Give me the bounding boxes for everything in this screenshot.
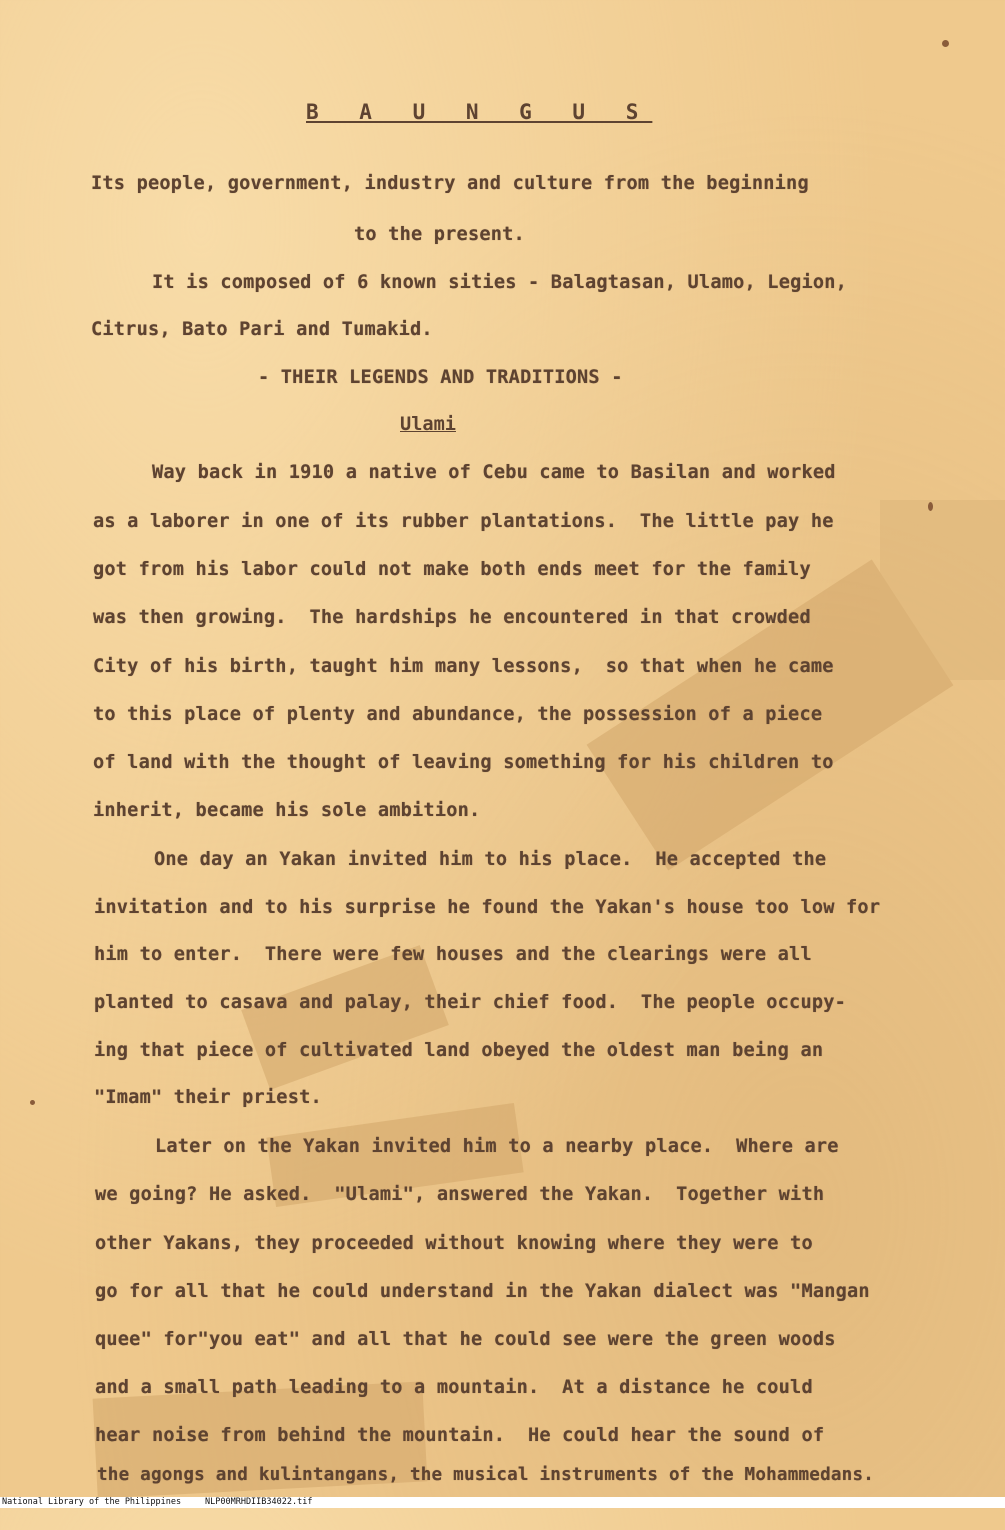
document-title: B A U N G U S [306,100,653,124]
body-line: "Imam" their priest. [94,1087,322,1108]
body-line: got from his labor could not make both ends meet for the family [93,559,811,580]
body-line: One day an Yakan invited him to his place. He accepted the [154,849,827,870]
section-heading: - THEIR LEGENDS AND TRADITIONS - [258,367,623,388]
body-line: go for all that he could understand in the Yakan dialect was "Mangan [95,1281,870,1302]
body-line: was then growing. The hardships he encountered in that crowded [93,607,811,628]
body-line: to this place of plenty and abundance, the possession of a piece [93,704,823,725]
body-line: inherit, became his sole ambition. [93,800,481,821]
body-line: the agongs and kulintangans, the musical instruments of the Mohammedans. [97,1465,875,1485]
subtitle-line: to the present. [354,224,525,245]
intro-line: Citrus, Bato Pari and Tumakid. [91,319,433,340]
body-line: hear noise from behind the mountain. He could hear the sound of [95,1425,825,1446]
body-line: Way back in 1910 a native of Cebu came to Basilan and worked [152,462,836,483]
body-line: as a laborer in one of its rubber plantations. The little pay he [93,511,834,532]
body-line: other Yakans, they proceeded without knowing where they were to [95,1233,813,1254]
body-line: we going? He asked. "Ulami", answered the Yakan. Together with [95,1184,825,1205]
scan-footer [0,1497,1005,1508]
body-line: planted to casava and palay, their chief food. The people occupy- [94,992,847,1013]
body-line: him to enter. There were few houses and the clearings were all [94,944,812,965]
footer-library-name: National Library of the Philippines [2,1497,182,1507]
intro-line: It is composed of 6 known sities - Balagtasan, Ulamo, Legion, [152,272,848,293]
body-line: and a small path leading to a mountain. At a distance he could [95,1377,813,1398]
subtitle-line: Its people, government, industry and culture from the beginning [91,173,809,194]
body-line: quee" for"you eat" and all that he could see were the green woods [95,1329,836,1350]
body-line: of land with the thought of leaving something for his children to [93,752,834,773]
body-line: City of his birth, taught him many lessons, so that when he came [93,656,834,677]
footer-file-name: NLP00MRHDIIB34022.tif [205,1497,313,1507]
body-line: invitation and to his surprise he found the Yakan's house too low for [94,897,881,918]
body-line: ing that piece of cultivated land obeyed the oldest man being an [94,1040,824,1061]
subsection-heading: Ulami [400,414,456,435]
body-line: Later on the Yakan invited him to a nearby place. Where are [155,1136,839,1157]
